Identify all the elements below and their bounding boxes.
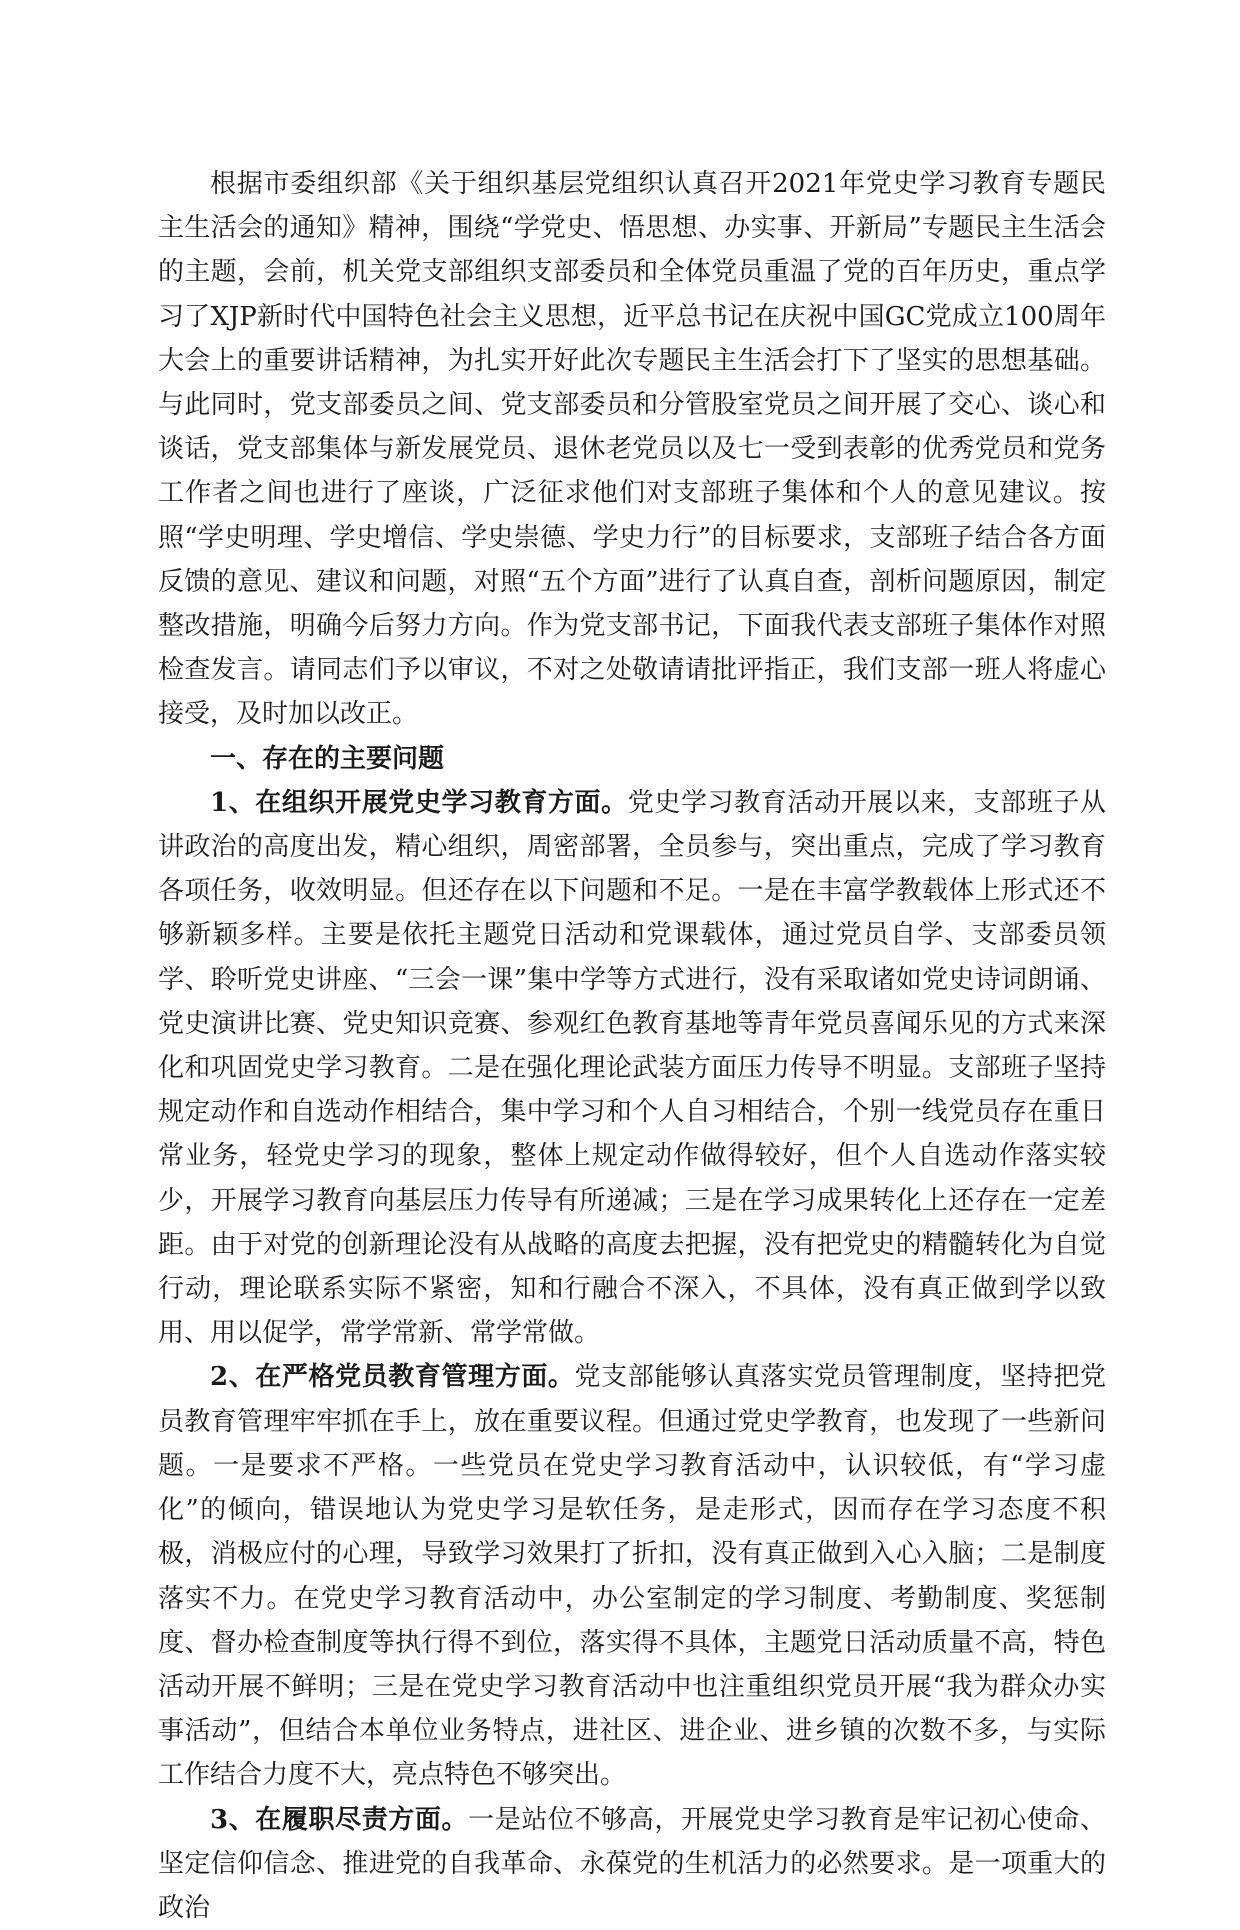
item-lead-1: 1、在组织开展党史学习教育方面。 [210, 787, 628, 818]
item-lead-2: 2、在严格党员教育管理方面。 [210, 1362, 575, 1393]
item-paragraph-1 [158, 781, 1106, 1356]
section-heading: 一、存在的主要问题 [210, 743, 445, 774]
item-paragraph-2 [158, 1355, 1106, 1797]
item-paragraph-3 [158, 1798, 1106, 1930]
item-body-2: 党支部能够认真落实党员管理制度，坚持把党员教育管理牢牢抓在手上，放在重要议程。但通过党史学教育，也发现了一些新问题。一是要求不严格。一些党员在党史学习教育活动中，认识较低，有“学习虚化”的倾向，错误地认为党史学习是软任务，是走形式，因而存在学习态度不积极，消极应付的心理，导致学习效果打了折扣，没有真正做到入心入脑；二是制度落实不力。在党史学习教育活动中，办公室制定的学习制度、考勤制度、奖惩制度、督办检查制度等执行得不到位，落实得不具体，主题党日活动质量不高，特色活动开展不鲜明；三是在党史学习教育活动中也注重组织党员开展“我为群众办实事活动”，但结合本单位业务特点，进社区、进企业、进乡镇的次数不多，与实际工作结合力度不大，亮点特色不够突出。 [158, 1362, 1106, 1791]
document-page [158, 162, 1106, 1930]
item-body-3: 一是站位不够高，开展党史学习教育是牢记初心使命、坚定信仰信念、推进党的自我革命、永葆党的生机活力的必然要求。是一项重大的政治 [158, 1804, 1106, 1923]
item-lead-3: 3、在履职尽责方面。 [210, 1804, 469, 1835]
intro-paragraph: 根据市委组织部《关于组织基层党组织认真召开2021年党史学习教育专题民主生活会的通知》精神，围绕“学党史、悟思想、办实事、开新局”专题民主生活会的主题，会前，机关党支部组织支部委员和全体党员重温了党的百年历史，重点学习了XJP新时代中国特色社会主义思想，近平总书记在庆祝中国GC党成立100周年大会上的重要讲话精神，为扎实开好此次专题民主生活会打下了坚实的思想基础。与此同时，党支部委员之间、党支部委员和分管股室党员之间开展了交心、谈心和谈话，党支部集体与新发展党员、退休老党员以及七一受到表彰的优秀党员和党务工作者之间也进行了座谈，广泛征求他们对支部班子集体和个人的意见建议。按照“学史明理、学史增信、学史崇德、学史力行”的目标要求，支部班子结合各方面反馈的意见、建议和问题，对照“五个方面”进行了认真自查，剖析问题原因，制定整改措施，明确今后努力方向。作为党支部书记，下面我代表支部班子集体作对照检查发言。请同志们予以审议，不对之处敬请请批评指正，我们支部一班人将虚心接受，及时加以改正。 [158, 169, 1106, 730]
item-body-1: 党史学习教育活动开展以来，支部班子从讲政治的高度出发，精心组织，周密部署，全员参与，突出重点，完成了学习教育各项任务，收效明显。但还存在以下问题和不足。一是在丰富学教载体上形式还不够新颖多样。主要是依托主题党日活动和党课载体，通过党员自学、支部委员领学、聆听党史讲座、“三会一课”集中学等方式进行，没有采取诸如党史诗词朗诵、党史演讲比赛、党史知识竞赛、参观红色教育基地等青年党员喜闻乐见的方式来深化和巩固党史学习教育。二是在强化理论武装方面压力传导不明显。支部班子坚持规定动作和自选动作相结合，集中学习和个人自习相结合，个别一线党员存在重日常业务，轻党史学习的现象，整体上规定动作做得较好，但个人自选动作落实较少，开展学习教育向基层压力传导有所递减；三是在学习成果转化上还存在一定差距。由于对党的创新理论没有从战略的高度去把握，没有把党史的精髓转化为自觉行动，理论联系实际不紧密，知和行融合不深入，不具体，没有真正做到学以致用、用以促学，常学常新、常学常做。 [158, 787, 1106, 1349]
